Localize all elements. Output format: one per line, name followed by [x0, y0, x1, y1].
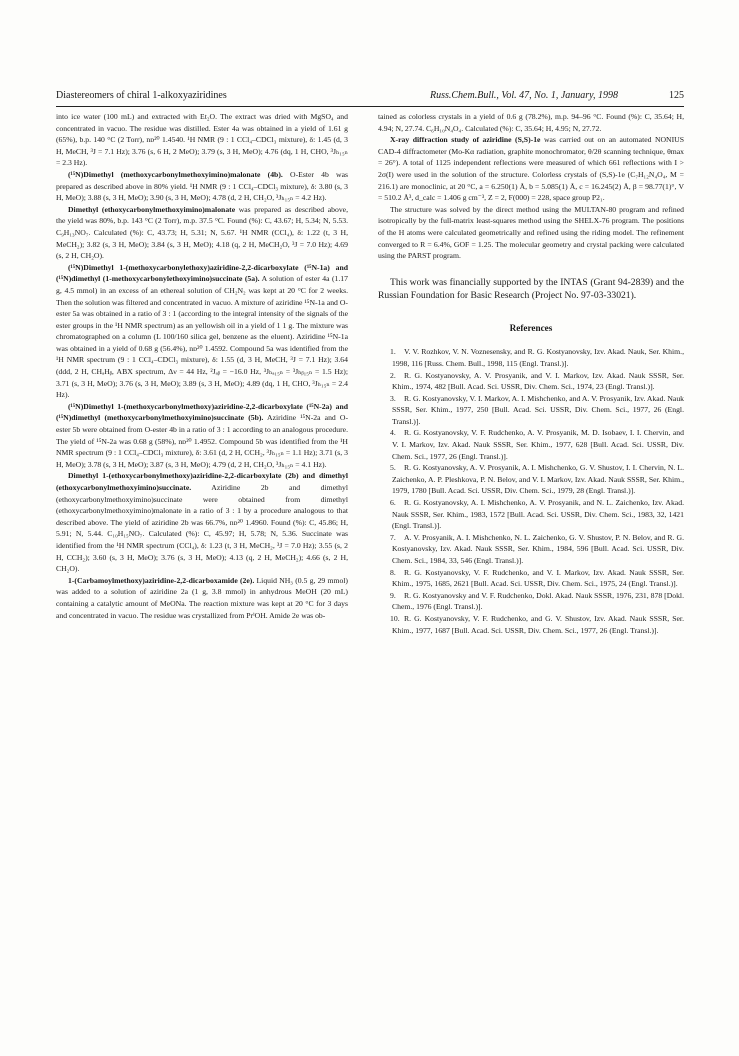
reference-number: 1. [390, 347, 396, 357]
paragraph-text: O-Ester 4b was prepared as described above in 80% yield. ¹H NMR (9 : 1 CCl₄–CDCl₃ mixture), δ: 3.80 (s, 3 H, MeO); 3.88 (s, 3 H, MeO); 3.90 (s, 3 H, MeO); 4.78 (d, 2 H, CH₂O, ³Jₕ₁₅ₙ = 4.2 Hz). [56, 169, 348, 203]
paragraph-text: was prepared as described above, the yield was 80%, b.p. 143 °C (2 Torr), m.p. 37.5 °C. Found (%): C, 43.67; H, 5.34; N, 5.53. C₉H₁₃NO₇. Calculated (%): C, 43.73; H, 5.31; N, 5.67. ¹H NMR (CCl₄), δ: 1.22 (t, 3 H, MeCH₂); 3.82 (s, 3 H, MeO); 3.84 (s, 3 H, MeO); 4.18 (q, 2 H, MeCH₂O, ³J = 7.0 Hz); 4.69 (s, 2 H, CH₂O). [56, 204, 348, 261]
reference-item [378, 346, 684, 369]
section-title: X-ray diffraction study of aziridine (S,S)-1e [390, 135, 541, 145]
paragraph-text: was carried out on an automated NONIUS CAD-4 diffractometer (Mo-Kα radiation, graphite monochromator, θ/2θ scanning technique, θmax = 26°). A total of 1125 independent reflections were measured of which 661 reflections with I > 2σ(I) were used in the solution of the structure. Colorless crystals of (S,S)-1e (C₇H₁₂N₄O₄, M = 216.1) are monoclinic, at 20 °C, a = 6.250(1) Å, b = 5.085(1) Å, c = 16.245(2) Å, β = 98.77(1)°, V = 510.2 Å³, d_calc = 1.406 g cm⁻³, Z = 2, F(000) = 228, space group P2₁. [378, 135, 684, 203]
reference-item [378, 567, 684, 590]
reference-text: R. G. Kostyanovsky, A. V. Prosyanik, and V. I. Markov, Izv. Akad. Nauk SSSR, Ser. Khim., 1974, 482 [Bull. Acad. Sci. USSR, Div. Chem. Sci., 1974, 23 (Engl. Transl.)]. [392, 370, 684, 392]
reference-item [378, 393, 684, 428]
reference-text: R. G. Kostyanovsky, A. I. Mishchenko, A. V. Prosyanik, and N. L. Zaichenko, Izv. Akad. Nauk SSSR, Ser. Khim., 1983, 1572 [Bull. Acad. Sci. USSR, Div. Chem. Sci., 1983, 32, 1421 (Engl. Transl.)]. [392, 498, 684, 531]
reference-number: 7. [390, 532, 396, 542]
paragraph: tained as colorless crystals in a yield of 0.6 g (78.2%), m.p. 94–96 °C. Found (%): C, 35.64; H, 4.94; N, 27.74. C₆H₁₀N₄O₄. Calculated (%): C, 35.64; H, 4.95; N, 27.72. [378, 112, 684, 133]
paragraph [56, 470, 348, 574]
section-title: Dimethyl (ethoxycarbonylmethoxyimino)malonate [68, 204, 236, 214]
paragraph [56, 262, 348, 401]
reference-text: R. G. Kostyanovsky, V. F. Rudchenko, and V. I. Markov, Izv. Akad. Nauk SSSR, Ser. Khim., 1975, 1685, 2621 [Bull. Acad. Sci. USSR, Div. Chem. Sci., 1975, 24 (Engl. Transl.)]. [392, 567, 684, 589]
section-title: (¹⁵N)Dimethyl (methoxycarbonylmethoxyimino)malonate (4b). [68, 169, 283, 179]
reference-item [378, 532, 684, 567]
reference-item [378, 462, 684, 497]
section-title: 1-(Carbamoylmethoxy)aziridine-2,2-dicarboxamide (2e). [68, 575, 255, 585]
acknowledgement: This work was financially supported by the INTAS (Grant 94-2839) and the Russian Foundation for Basic Research (Project No. 97-03-33021). [378, 276, 684, 302]
left-column [56, 111, 348, 621]
paragraph [56, 401, 348, 471]
paragraph-text: Aziridine 2b and dimethyl (ethoxycarbonylmethoxyimino)succinate were obtained from dimethyl (ethoxycarbonylmethoxyimino)malonate in a ratio of 3 : 1 by a procedure analogous to that described above. The yield of aziridine 2b was 66.7%, nᴅ²⁰ 1.4960. Found (%): C, 45.86; H, 5.91; N, 5.44. C₁₀H₁₅NO₇. Calculated (%): C, 45.97; H, 5.78; N, 5.36. Succinate was identified from the ¹H NMR spectrum (CCl₄), δ: 1.23 (t, 3 H, MeCH₂, ³J = 7.0 Hz); 3.55 (s, 2 H, CCH₂); 3.60 (s, 3 H, MeO); 3.76 (s, 3 H, MeO); 4.13 (q, 2 H, MeCH₂); 4.66 (s, 2 H, CH₂O). [56, 483, 348, 574]
right-column [378, 111, 684, 636]
paragraph: into ice water (100 mL) and extracted with Et₂O. The extract was dried with MgSO₄ and concentrated in vacuo. The residue was distilled. Ester 4a was obtained in a yield of 1.61 g (65%), b.p. 140 °C (2 Torr), nᴅ²⁰ 1.4540. ¹H NMR (9 : 1 CCl₄–CDCl₃ mixture), δ: 1.45 (d, 3 H, MeCH, ³J = 7.1 Hz); 3.76 (s, 6 H, 2 MeO); 3.79 (s, 3 H, MeO); 4.76 (dq, 1 H, CHO, ³Jₕ₁₅ₙ = 2.3 Hz). [56, 112, 348, 168]
reference-number: 9. [390, 590, 396, 600]
reference-item [378, 497, 684, 532]
paragraph [56, 169, 348, 204]
reference-number: 2. [390, 370, 396, 380]
paragraph: The structure was solved by the direct method using the MULTAN-80 program and refined isotropically by the full-matrix least-squares method using the SHELX-76 program. The positions of the H atoms were calculated geometrically and refined using the riding model. The refinement converged to R = 6.4%, GOF = 1.25. The molecular geometry and crystal packing were calculated using the PARST program. [378, 204, 684, 261]
reference-text: R. G. Kostyanovsky and V. F. Rudchenko, Dokl. Akad. Nauk SSSR, 1976, 231, 878 [Dokl. Chem., 1976 (Engl. Transl.)]. [392, 590, 684, 612]
running-title: Diastereomers of chiral 1-alkoxyaziridines [56, 90, 227, 101]
reference-text: R. G. Kostyanovsky, A. V. Prosyanik, A. I. Mishchenko, G. V. Shustov, I. I. Chervin, N. L. Zaichenko, A. P. Pleshkova, P. N. Belov, and V. I. Markov, Izv. Akad. Nauk SSSR, Ser. Khim., 1979, 1780 [Bull. Acad. Sci. USSR, Div. Chem. Sci., 1979, 28 (Engl. Transl.)]. [392, 463, 684, 496]
reference-number: 8. [390, 567, 396, 577]
reference-text: R. G. Kostyanovsky, V. I. Markov, A. I. Mishchenko, and A. V. Prosyanik, Izv. Akad. Nauk SSSR, Ser. Khim., 1977, 250 [Bull. Acad. Sci. USSR, Div. Chem. Sci., 1977, 26 (Engl. Transl.)]. [392, 393, 685, 426]
reference-number: 10. [390, 613, 400, 623]
paragraph [378, 134, 684, 204]
reference-text: R. G. Kostyanovsky, V. F. Rudchenko, A. V. Prosyanik, M. D. Isobaev, I. I. Chervin, and V. I. Markov, Izv. Akad. Nauk SSSR, Ser. Khim., 1977, 628 [Bull. Acad. Sci. USSR, Div. Chem. Sci., 1977, 26 (Engl. Transl.)]. [392, 428, 684, 461]
paragraph [56, 575, 348, 621]
running-header [56, 90, 684, 106]
reference-item [378, 590, 684, 613]
paragraph-text: Aziridine ¹⁵N-2a and O-ester 5b were obtained from O-ester 4b in a ratio of 3 : 1 according to an analogous procedure. The yield of ¹⁵N-2a was 0.68 g (58%), nᴅ²⁰ 1.4952. Compound 5b was identified from the ¹H NMR spectrum (9 : 1 CCl₄–CDCl₃ mixture), δ: 3.61 (d, 2 H, CCH₂, ³Jₕ₁₅ₙ = 1.1 Hz); 3.71 (s, 3 H, MeO); 3.78 (s, 3 H, MeO); 3.87 (s, 3 H, MeO); 4.79 (d, 2 H, CH₂O, ³Jₕ₁₅ₙ = 4.1 Hz). [56, 413, 348, 469]
paragraph [56, 204, 348, 262]
section-title: (¹⁵N)Dimethyl 1-(methoxycarbonylmethoxy)aziridine-2,2-dicarboxylate (¹⁵N-2a) and (¹⁵N)dimethyl (methoxycarbonylmethoxyimino)succinate (5b). [56, 401, 348, 423]
page-number: 125 [669, 90, 684, 101]
section-title: (¹⁵N)Dimethyl 1-(methoxycarbonylethoxy)aziridine-2,2-dicarboxylate (¹⁵N-1a) and (¹⁵N)dimethyl (1-methoxycarbonylethoxyimino)succinate (5a). [56, 262, 348, 284]
reference-number: 5. [390, 463, 396, 473]
paragraph-text: Liquid NH₃ (0.5 g, 29 mmol) was added to a solution of aziridine 2a (1 g, 3.8 mmol) in anhydrous MeOH (20 mL) containing a catalytic amount of MeONa. The reaction mixture was kept at 20 °C for 3 days and concentrated in vacuo. The residue was crystallized from PrⁱOH. Amide 2e was ob- [56, 575, 348, 620]
reference-list [378, 346, 684, 636]
paragraph-text: A solution of ester 4a (1.17 g, 4.5 mmol) in an excess of an ethereal solution of CH₂N₂ was kept at 20 °C for 2 weeks. Then the solution was filtered and concentrated in vacuo. A mixture of aziridine ¹⁵N-1a and O-ester 5a was obtained in a ratio of 3 : 1 (according to the integral intensity of the signals of the ester groups in the ¹H NMR spectrum) as an yellowish oil in a yield of 1 1 g. The mixture was chromatographed on a column (L 100/160 silica gel, benzene as the eluent). Aziridine ¹⁵N-1a was obtained in a yield of 0.68 g (56.4%), nᴅ²⁰ 1.4592. Compound 5a was identified from the ¹H NMR spectrum (9 : 1 CCl₄–CDCl₃ mixture), δ: 1.55 (d, 3 H, MeCH, ³J = 7.1 Hz); 3.64 (ddd, 2 H, CHₐHᵦ, ABX spectrum, Δν = 44 Hz, ²Jₐᵦ = −16.0 Hz, ³Jₕₐ₁₅ₙ = ³Jₕᵦ₁₅ₙ = 1.5 Hz); 3.71 (s, 3 H, MeO); 3.76 (s, 3 H, MeO); 3.89 (s, 3 H, MeO); 4.89 (dq, 1 H, CHO, ³Jₕ₁₅ₙ = 2.4 Hz). [56, 274, 348, 400]
reference-text: R. G. Kostyanovsky, V. F. Rudchenko, and G. V. Shustov, Izv. Akad. Nauk SSSR, Ser. Khim., 1977, 1687 [Bull. Acad. Sci. USSR, Div. Chem. Sci., 1977, 26 (Engl. Transl.)]. [392, 613, 684, 635]
references-heading: References [509, 322, 553, 333]
journal-citation: Russ.Chem.Bull., Vol. 47, No. 1, January, 1998 [430, 90, 619, 101]
header-rule [56, 106, 684, 107]
section-title: Dimethyl 1-(ethoxycarbonylmethoxy)aziridine-2,2-dicarboxylate (2b) and dimethyl (ethoxycarbonylmethoxyimino)succinate. [56, 471, 348, 492]
reference-text: V. V. Rozhkov, V. N. Voznesensky, and R. G. Kostyanovsky, Izv. Akad. Nauk, Ser. Khim., 1998, 116 [Russ. Chem. Bull., 1998, 115 (Engl. Transl.)]. [392, 347, 684, 368]
reference-number: 3. [390, 393, 396, 403]
reference-number: 4. [390, 428, 396, 438]
reference-item [378, 613, 684, 636]
reference-item [378, 370, 684, 393]
reference-text: A. V. Prosyanik, A. I. Mishchenko, N. L. Zaichenko, G. V. Shustov, P. N. Belov, and R. G. Kostyanovsky, Izv. Akad. Nauk SSSR, Ser. Khim., 1984, 596 [Bull. Acad. Sci. USSR, Div. Chem. Sci., 1984, 33, 546 (Engl. Transl.)]. [392, 532, 684, 565]
reference-item [378, 427, 684, 462]
reference-number: 6. [390, 498, 396, 508]
